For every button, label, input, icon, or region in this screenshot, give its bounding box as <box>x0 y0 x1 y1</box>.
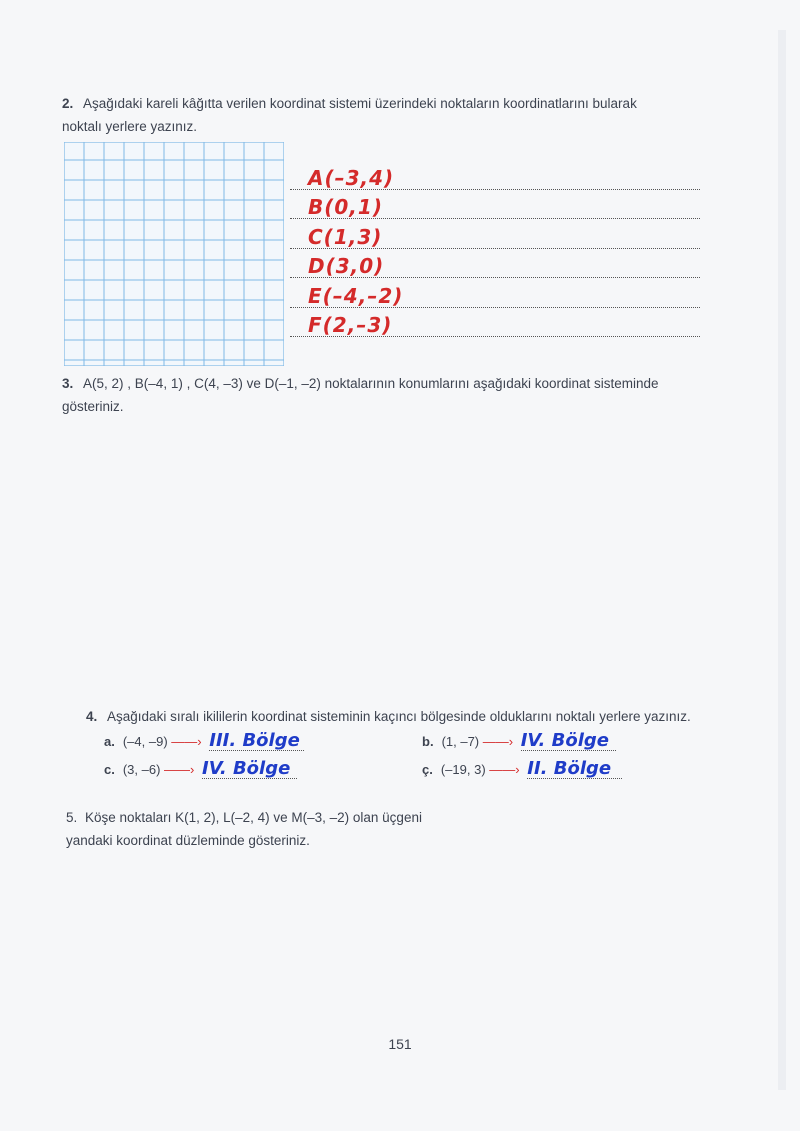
q4-number: 4. <box>86 709 98 724</box>
answer-line <box>290 190 700 220</box>
q2-answer-lines <box>290 160 700 337</box>
q3-axes-chart <box>230 410 540 700</box>
arrow-icon: ——› <box>164 762 195 777</box>
q4-answer-d: II. Bölge <box>527 760 622 779</box>
answer-line <box>290 160 700 190</box>
q4-answer-a: III. Bölge <box>209 732 304 751</box>
grid-background <box>64 142 284 366</box>
answer-d: D(3,0) <box>308 254 385 278</box>
q2-text-line1: Aşağıdaki kareli kâğıtta verilen koordinat sistemi üzerindeki noktaların koordinatlarını bularak <box>83 96 637 111</box>
arrow-icon: ——› <box>171 734 202 749</box>
q5-axes-chart <box>480 796 710 1014</box>
q3-number: 3. <box>62 376 74 391</box>
answer-line <box>290 308 700 338</box>
q2-text <box>62 92 702 138</box>
q4-text-line: Aşağıdaki sıralı ikililerin koordinat sisteminin kaçıncı bölgesinde olduklarını noktalı yerlere yazınız. <box>107 709 691 724</box>
arrow-icon: ——› <box>489 762 520 777</box>
answer-c: C(1,3) <box>308 224 383 249</box>
q5-number: 5. <box>66 810 78 825</box>
q4-item-c-cedilla: ç. (–19, 3) ——› II. Bölge <box>422 760 622 779</box>
q4-item-b: b. (1, –7) ——› IV. Bölge <box>422 732 616 751</box>
arrow-icon: ——› <box>482 734 514 749</box>
answer-b: B(0,1) <box>308 195 383 219</box>
q4-answer-b: IV. Bölge <box>521 732 616 751</box>
page-edge <box>778 30 786 1090</box>
answer-f: F(2,–3) <box>308 313 393 337</box>
q5-text <box>66 806 486 852</box>
q5-text-line2: yandaki koordinat düzleminde gösteriniz. <box>66 833 310 848</box>
q2-text-line2: noktalı yerlere yazınız. <box>62 119 198 134</box>
answer-line <box>290 249 700 279</box>
q4-item-c: c. (3, –6) ——› IV. Bölge <box>104 760 297 779</box>
q5-text-line1: Köşe noktaları K(1, 2), L(–2, 4) ve M(–3, –2) olan üçgeni <box>85 810 422 825</box>
q4-item-a: a. (–4, –9) ——› III. Bölge <box>104 732 304 751</box>
q3-text-line1: A(5, 2) , B(–4, 1) , C(4, –3) ve D(–1, –2) noktalarının konumlarını aşağıdaki koordinat sisteminde <box>83 376 659 391</box>
answer-line <box>290 219 700 249</box>
q2-number: 2. <box>62 96 74 111</box>
page-number: 151 <box>388 1036 412 1052</box>
answer-e: E(–4,–2) <box>308 283 404 308</box>
q2-grid-chart <box>64 142 284 366</box>
answer-line <box>290 278 700 308</box>
answer-a: A(–3,4) <box>308 165 395 190</box>
q4-text <box>86 705 726 728</box>
q3-text-line2: gösteriniz. <box>62 399 124 414</box>
q4-answer-c: IV. Bölge <box>202 760 297 779</box>
